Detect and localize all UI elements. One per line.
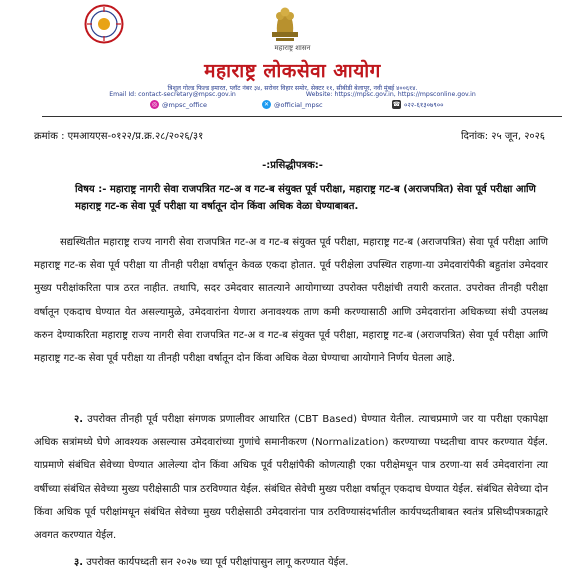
subject-block	[75, 181, 545, 215]
reference-number: क्रमांक : एमआयएस-०१२२/प्र.क्र.२८/२०२६/३१	[34, 131, 204, 142]
paragraph-3-number: ३.	[74, 557, 83, 568]
paragraph-2-text: उपरोक्त तीनही पूर्व परीक्षा संगणक प्रणालीवर आधारित (CBT Based) घेण्यात येतील. त्याचप्रमाणे जर या परीक्षा एकापेक्षा अधिक सत्रांमध्ये घेणे आवश्यक असल्यास उमेदवारांच्या गुणांचे समानीकरण (Normalization) करण्याच्या पध्दतीचा वापर करण्यात येईल. याप्रमाणे संबंधित सेवेच्या घेण्यात आलेल्या दोन किंवा अधिक पूर्व परीक्षांपैकी कोणत्याही एका परीक्षेमधून पात्र ठरणा-या सर्व उमेदवारांना त्या वर्षीच्या संबंधित सेवेच्या मुख्य परीक्षेसाठी पात्र ठरविण्यात येईल. संबंधित सेवेची मुख्य परीक्षा वर्षातून एकदाच घेण्यात येईल. संबंधित सेवेच्या दोन किंवा अधिक पूर्व परीक्षांमधून संबंधित सेवेच्या मुख्य परीक्षेसाठी उमेदवारांना पात्र ठरविण्यासंदर्भातील कार्यपध्दतीबाबत स्वतंत्र प्रसिध्दीपत्रकाद्वारे अवगत करण्यात येईल.	[34, 414, 548, 542]
subject-label: विषय :-	[75, 184, 107, 195]
issue-date: दिनांक: २५ जून, २०२६	[461, 131, 545, 142]
office-address: त्रिशूल गोल्ड फिल्ड इमारत, प्लॉट नंबर ३४, सरोवर विहार समोर, सेक्टर ११, सीबीडी बेलापूर, नवी मुंबई ४००६१४.	[167, 85, 418, 92]
contact-line	[0, 91, 585, 98]
paragraph-1-text: सद्यस्थितीत महाराष्ट्र राज्य नागरी सेवा राजपत्रित गट-अ व गट-ब संयुक्त पूर्व परीक्षा, महाराष्ट्र गट-ब (अराजपत्रित) सेवा पूर्व परीक्षा आणि महाराष्ट्र गट-क सेवा पूर्व परीक्षा या तीनही परीक्षा वर्षातून केवळ एकदा होतात. पूर्व परीक्षेला उपस्थित राहणा-या उमेदवारांपैकी बहुतांश उमेदवार मुख्य परीक्षांकरिता पात्र ठरत नाहीत. तथापि, सदर उमेदवार सातत्याने आयोगाच्या उपरोक्त परीक्षांची तयारी करतात. उपरोक्त तीनही परीक्षा वर्षातून एकदाच घेण्यात येत असल्यामुळे, उमेदवारांना येणारा अनावश्यक ताण कमी करण्यासाठी आणि उमेदवारांना अधिकच्या संधी उपलब्ध करुन देण्याकरिता महाराष्ट्र राज्य नागरी सेवा राजपत्रित गट-अ व गट-ब संयुक्त पूर्व परीक्षा, महाराष्ट्र गट-ब (अराजपत्रित) सेवा पूर्व परीक्षा आणि महाराष्ट्र गट-क सेवा पूर्व परीक्षा या तीनही परीक्षा वर्षातून दोन किंवा अधिक वेळा घेण्याचा आयोगाने निर्णय घेतला आहे.	[34, 237, 548, 365]
website-text: Website: https://mpsc.gov.in, https://mpsconline.gov.in	[305, 91, 476, 98]
paragraph-3	[34, 551, 548, 573]
subject-text: महाराष्ट्र नागरी सेवा राजपत्रित गट-अ व गट-ब संयुक्त पूर्व परीक्षा, महाराष्ट्र गट-ब (अराजपत्रित) सेवा पूर्व परीक्षा आणि महाराष्ट्र गट-क सेवा पूर्व परीक्षा या वर्षातून दोन किंवा अधिक वेळा घेण्याबाबत.	[75, 184, 536, 212]
email-text: Email Id: contact-secretary@mpsc.gov.in	[109, 91, 236, 98]
phone-icon: ☎	[392, 101, 401, 108]
x-icon: ✕	[263, 101, 270, 108]
emblem-caption: महाराष्ट्र शासन	[274, 44, 311, 52]
paragraph-2	[34, 408, 548, 547]
press-release-heading: -:प्रसिद्धीपत्रक:-	[262, 160, 323, 171]
instagram-handle: ◎ @mpsc_office	[151, 100, 208, 109]
mpsc-logo	[84, 4, 124, 44]
paragraph-3-text: उपरोक्त कार्यपध्दती सन २०२७ च्या पूर्व परीक्षांपासुन लागू करण्यात येईल.	[86, 557, 349, 568]
instagram-icon: ◎	[151, 101, 158, 108]
state-emblem	[268, 2, 302, 44]
paragraph-1	[34, 231, 548, 370]
paragraph-2-number: २.	[74, 414, 83, 425]
header-divider	[42, 116, 562, 117]
organization-title: महाराष्ट्र लोकसेवा आयोग	[204, 60, 381, 82]
x-handle: ✕ @official_mpsc	[263, 100, 323, 109]
phone-number: ☎ ०२२-६१३०७९००	[392, 101, 444, 109]
